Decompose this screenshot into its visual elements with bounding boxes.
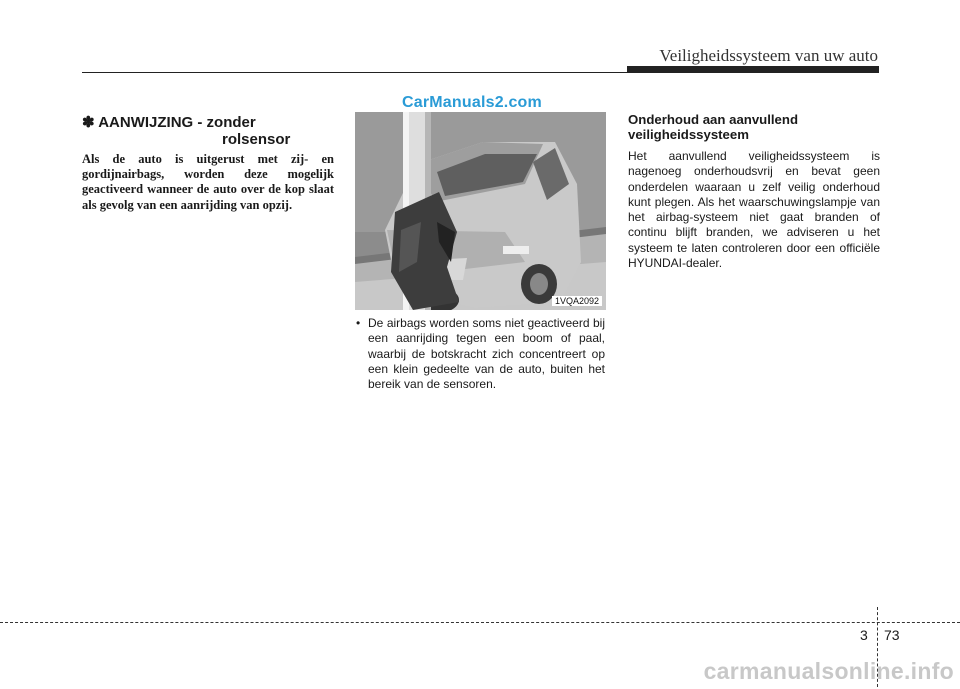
bullet-item — [356, 316, 605, 392]
bullet-text: De airbags worden soms niet geactiveerd bij een aanrijding tegen een boom of paal, waarbij de botskracht zich concentreert op een klein gedeelte van de auto, buiten het bereik van de sensoren. — [368, 316, 605, 392]
header-title: Veiligheidssysteem van uw auto — [659, 46, 878, 65]
footer-watermark: carmanualsonline.info — [703, 658, 954, 684]
footer-rule — [0, 622, 960, 623]
note-title-line2: rolsensor — [222, 131, 291, 148]
note-title — [82, 114, 342, 148]
bullet-dot: • — [356, 316, 361, 330]
figure-watermark: CarManuals2.com — [402, 94, 542, 111]
car-pole-illustration — [355, 112, 606, 310]
note-symbol: ✽ — [82, 114, 95, 131]
header-rule — [82, 72, 627, 73]
page-chapter: 3 — [860, 627, 868, 643]
note-title-line1: AANWIJZING - zonder — [98, 114, 256, 131]
page-number: 73 — [884, 627, 900, 643]
section-title: Onderhoud aan aanvullend veiligheidssysteem — [628, 112, 798, 142]
note-body: Als de auto is uitgerust met zij- en gordijnairbags, worden deze mogelijk geactiveerd wanneer de auto over de kop slaat als gevolg van een aanrijding van opzij. — [82, 152, 334, 212]
header-rule-bar — [627, 66, 879, 73]
illustration-car-pole — [355, 112, 606, 310]
section-body: Het aanvullend veiligheidssysteem is nagenoeg onderhoudsvrij en bevat geen onderdelen waaraan u zelf veilig onderhoud kunt plegen. Als het waarschuwingslampje van het airbag-systeem niet gaat branden of continu blijft branden, we adviseren u het systeem te laten controleren door een officiële HYUNDAI-dealer. — [628, 149, 880, 271]
figure-code: 1VQA2092 — [552, 296, 602, 306]
